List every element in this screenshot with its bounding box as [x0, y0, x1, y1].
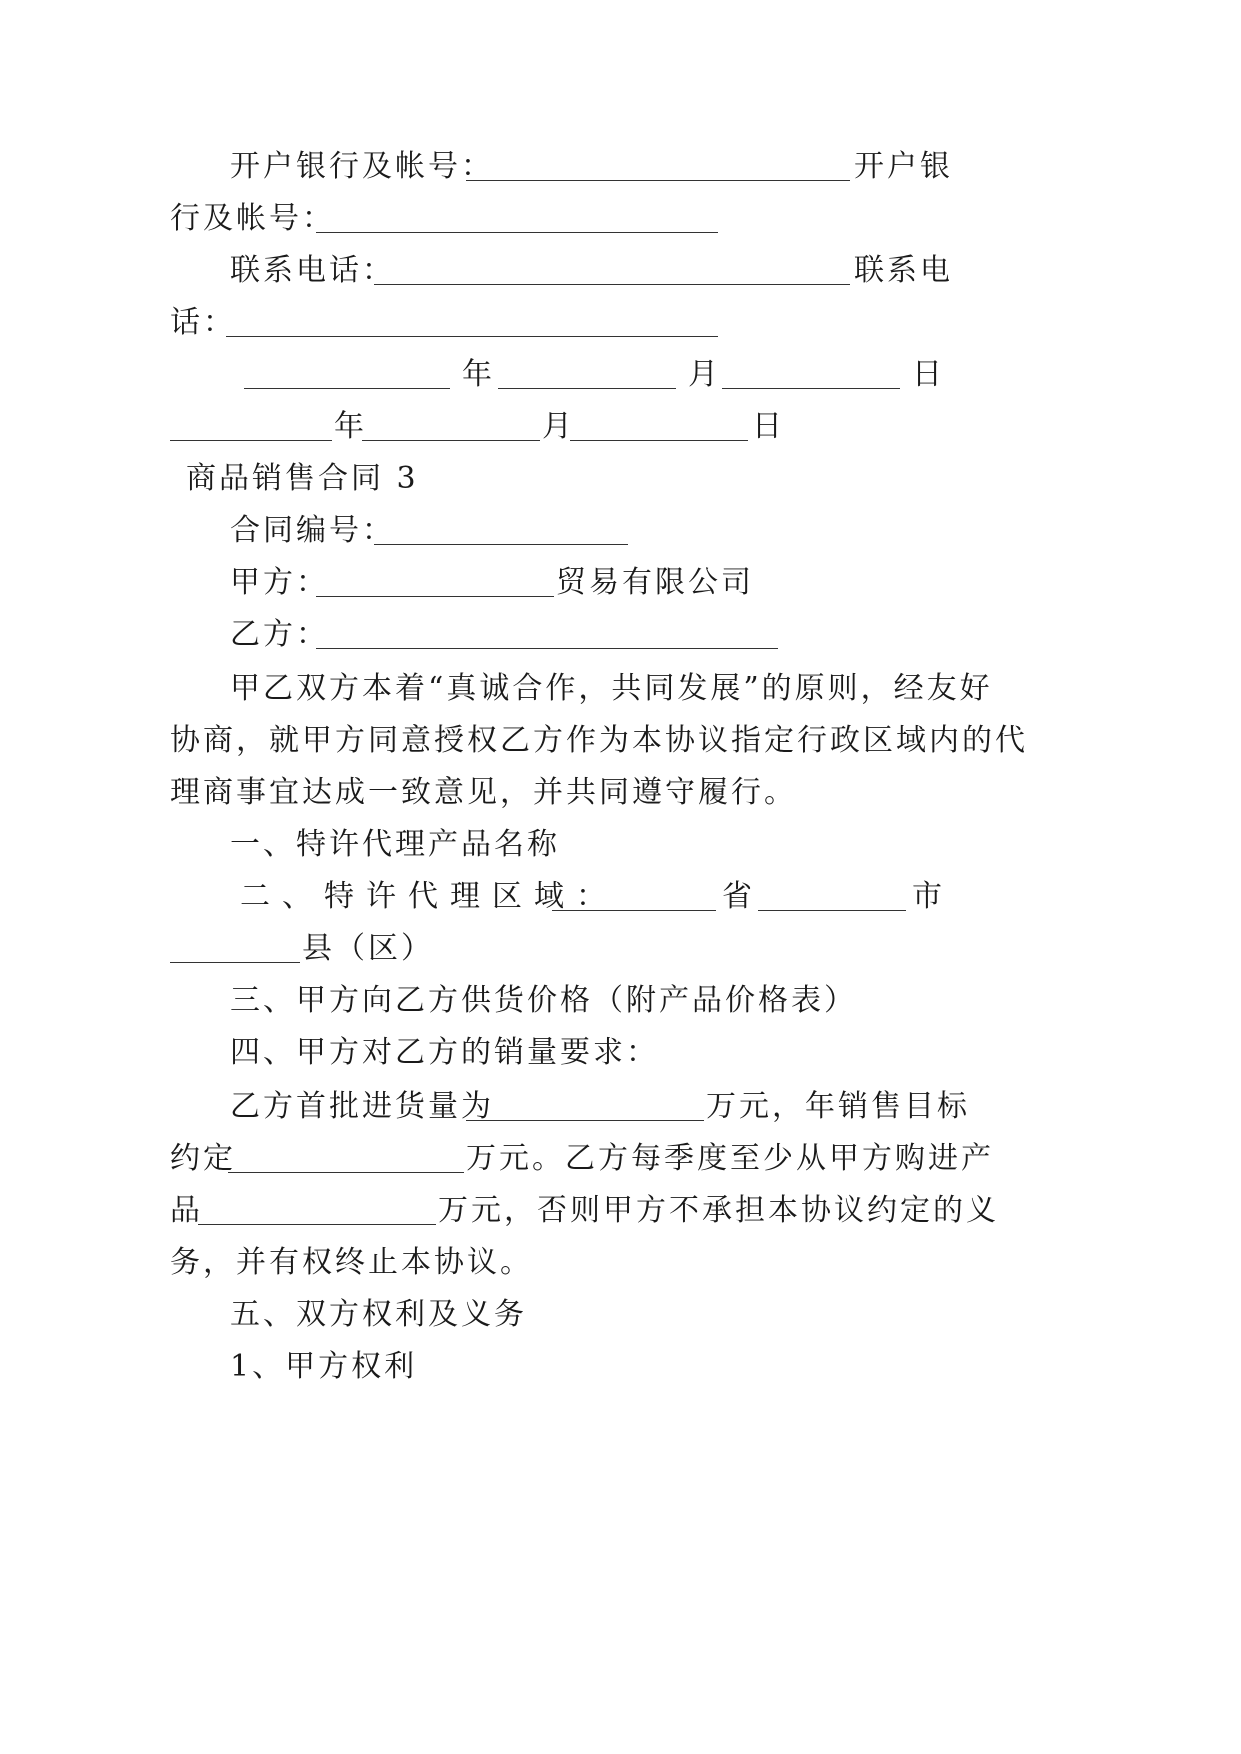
- clause-heading: 二、特许代理区域：: [240, 879, 618, 914]
- label-phone-b: 联系电: [854, 253, 953, 288]
- text-line: [0, 712, 1241, 770]
- label-month-a: 月: [688, 357, 721, 392]
- clause-heading: 一、特许代理产品名称: [230, 827, 560, 862]
- text-line: [0, 294, 1241, 352]
- text-line: [0, 816, 1241, 874]
- text-line: [0, 606, 1241, 664]
- paragraph-text: 约定: [170, 1141, 236, 1176]
- label-contract-no: 合同编号：: [230, 513, 395, 548]
- text-line: [0, 190, 1241, 248]
- label-party-a: 甲方：: [230, 565, 329, 600]
- label-phone-cont: 话：: [170, 305, 236, 340]
- blank-phone-b: [226, 294, 718, 337]
- text-line: [0, 138, 1241, 196]
- label-month-b: 月: [542, 409, 575, 444]
- paragraph-text: 乙方首批进货量为: [230, 1089, 494, 1124]
- label-province: 省: [722, 879, 764, 914]
- label-party-b: 乙方：: [230, 617, 329, 652]
- blank-day-a: [722, 346, 900, 389]
- paragraph-text: 万元。乙方每季度至少从甲方购进产: [466, 1141, 994, 1176]
- label-phone: 联系电话：: [230, 253, 395, 288]
- paragraph-text: 甲乙双方本着“真诚合作，共同发展”的原则，经友好: [230, 671, 993, 706]
- text-line: [0, 1078, 1241, 1136]
- label-day-b: 日: [752, 409, 785, 444]
- blank-bank-account-a: [466, 138, 850, 181]
- label-year-b: 年: [334, 409, 367, 444]
- text-line: [0, 554, 1241, 612]
- blank-month-b: [362, 398, 540, 441]
- clause-heading: 1、甲方权利: [230, 1349, 418, 1384]
- text-line: [0, 972, 1241, 1030]
- paragraph-text: 万元，否则甲方不承担本协议约定的义: [438, 1193, 999, 1228]
- text-line: [0, 398, 1241, 456]
- label-bank-account-b: 开户银: [854, 149, 953, 184]
- label-bank-account: 开户银行及帐号：: [230, 149, 494, 184]
- blank-annual-target: [228, 1130, 464, 1173]
- text-line: [0, 450, 1241, 508]
- label-day-a: 日: [912, 357, 945, 392]
- paragraph-text: 品: [170, 1193, 203, 1228]
- blank-phone-a: [374, 242, 850, 285]
- text-line: [0, 242, 1241, 300]
- blank-province: [552, 868, 716, 911]
- paragraph-text: 务，并有权终止本协议。: [170, 1245, 533, 1280]
- label-year-a: 年: [462, 357, 495, 392]
- text-line: [0, 1130, 1241, 1188]
- text-line: [0, 346, 1241, 404]
- label-company-suffix: 贸易有限公司: [556, 565, 754, 600]
- text-line: [0, 868, 1241, 926]
- blank-county: [170, 920, 300, 963]
- blank-contract-no: [374, 502, 628, 545]
- blank-quarterly-purchase: [198, 1182, 436, 1225]
- blank-day-b: [570, 398, 748, 441]
- clause-heading: 四、甲方对乙方的销量要求：: [230, 1035, 659, 1070]
- clause-heading: 三、甲方向乙方供货价格（附产品价格表）: [230, 983, 857, 1018]
- blank-bank-account-b: [316, 190, 718, 233]
- text-line: [0, 660, 1241, 718]
- text-line: [0, 1234, 1241, 1292]
- label-county: 县（区）: [302, 931, 434, 966]
- text-line: [0, 1024, 1241, 1082]
- text-line: [0, 502, 1241, 560]
- blank-first-order: [466, 1078, 704, 1121]
- text-line: [0, 920, 1241, 978]
- blank-party-a: [316, 554, 554, 597]
- paragraph-text: 理商事宜达成一致意见，并共同遵守履行。: [170, 775, 797, 810]
- label-city: 市: [912, 879, 954, 914]
- blank-party-b: [316, 606, 778, 649]
- paragraph-text: 万元，年销售目标: [706, 1089, 970, 1124]
- blank-year-a: [244, 346, 450, 389]
- section-title: 商品销售合同 3: [186, 461, 419, 496]
- blank-month-a: [498, 346, 676, 389]
- text-line: [0, 1338, 1241, 1396]
- text-line: [0, 764, 1241, 822]
- blank-year-b: [170, 398, 332, 441]
- blank-city: [758, 868, 906, 911]
- text-line: [0, 1182, 1241, 1240]
- text-line: [0, 1286, 1241, 1344]
- clause-heading: 五、双方权利及义务: [230, 1297, 527, 1332]
- label-bank-account-cont: 行及帐号：: [170, 201, 335, 236]
- paragraph-text: 协商，就甲方同意授权乙方作为本协议指定行政区域内的代: [170, 723, 1028, 758]
